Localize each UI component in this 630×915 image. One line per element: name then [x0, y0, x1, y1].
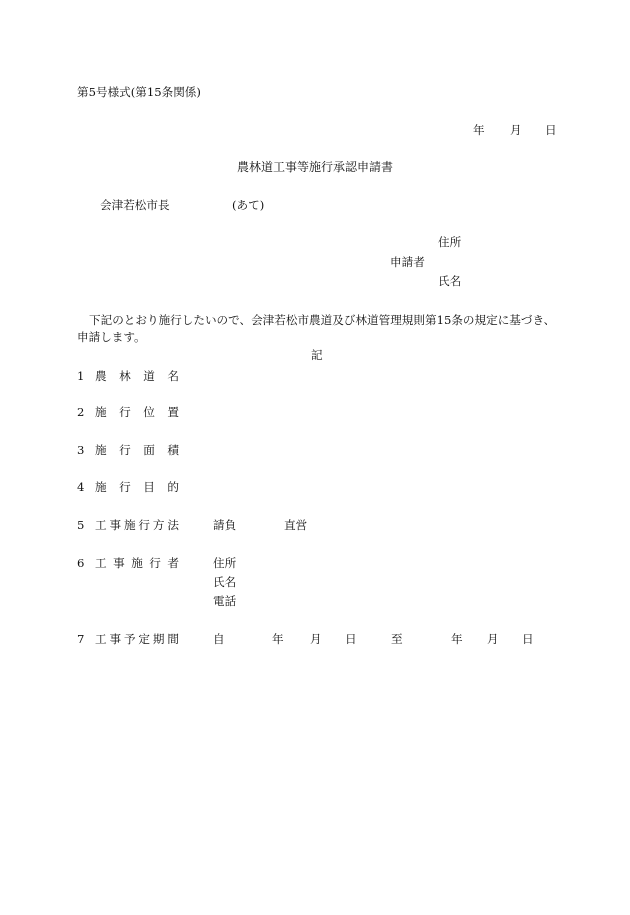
- addressee-suffix: (あて): [232, 198, 265, 212]
- item-number: 3: [77, 443, 85, 457]
- item-label: 施行位置: [95, 405, 179, 419]
- ki-heading: 記: [311, 348, 323, 362]
- date-year-label: 年: [473, 123, 485, 137]
- contractor-phone-label: 電話: [213, 594, 237, 608]
- period-to-month-label: 月: [487, 632, 499, 646]
- date-day-label: 日: [545, 123, 557, 137]
- date-month-label: 月: [510, 123, 522, 137]
- applicant-name-label: 氏名: [438, 274, 462, 288]
- method-option-direct: 直営: [284, 518, 308, 532]
- item-label: 農林道名: [95, 369, 179, 383]
- item-number: 1: [77, 369, 85, 383]
- applicant-address-label: 住所: [438, 235, 462, 249]
- period-to-year-label: 年: [451, 632, 463, 646]
- item-number: 4: [77, 480, 85, 494]
- contractor-name-label: 氏名: [213, 575, 237, 589]
- period-to-label: 至: [391, 632, 403, 646]
- item-number: 5: [77, 518, 85, 532]
- method-option-contract: 請負: [213, 518, 237, 532]
- form-number: 第5号様式(第15条関係): [77, 85, 201, 99]
- item-label: 工事予定期間: [95, 632, 179, 646]
- contractor-address-label: 住所: [213, 556, 237, 570]
- item-label: 工事施行方法: [95, 518, 179, 532]
- item-number: 7: [77, 632, 85, 646]
- period-to-day-label: 日: [522, 632, 534, 646]
- item-number: 2: [77, 405, 85, 419]
- body-line-2: 申請します。: [77, 330, 146, 344]
- period-from-day-label: 日: [345, 632, 357, 646]
- addressee-name: 会津若松市長: [100, 198, 170, 212]
- body-line-1: 下記のとおり施行したいので、会津若松市農道及び林道管理規則第15条の規定に基づき、: [89, 313, 556, 327]
- period-from-year-label: 年: [272, 632, 284, 646]
- document-title: 農林道工事等施行承認申請書: [237, 160, 394, 174]
- item-label: 施行目的: [95, 480, 179, 494]
- item-label: 施行面積: [95, 443, 179, 457]
- item-number: 6: [77, 556, 85, 570]
- item-label: 工事施行者: [95, 556, 179, 570]
- period-from-label: 自: [213, 632, 225, 646]
- applicant-role-label: 申請者: [390, 255, 425, 269]
- period-from-month-label: 月: [310, 632, 322, 646]
